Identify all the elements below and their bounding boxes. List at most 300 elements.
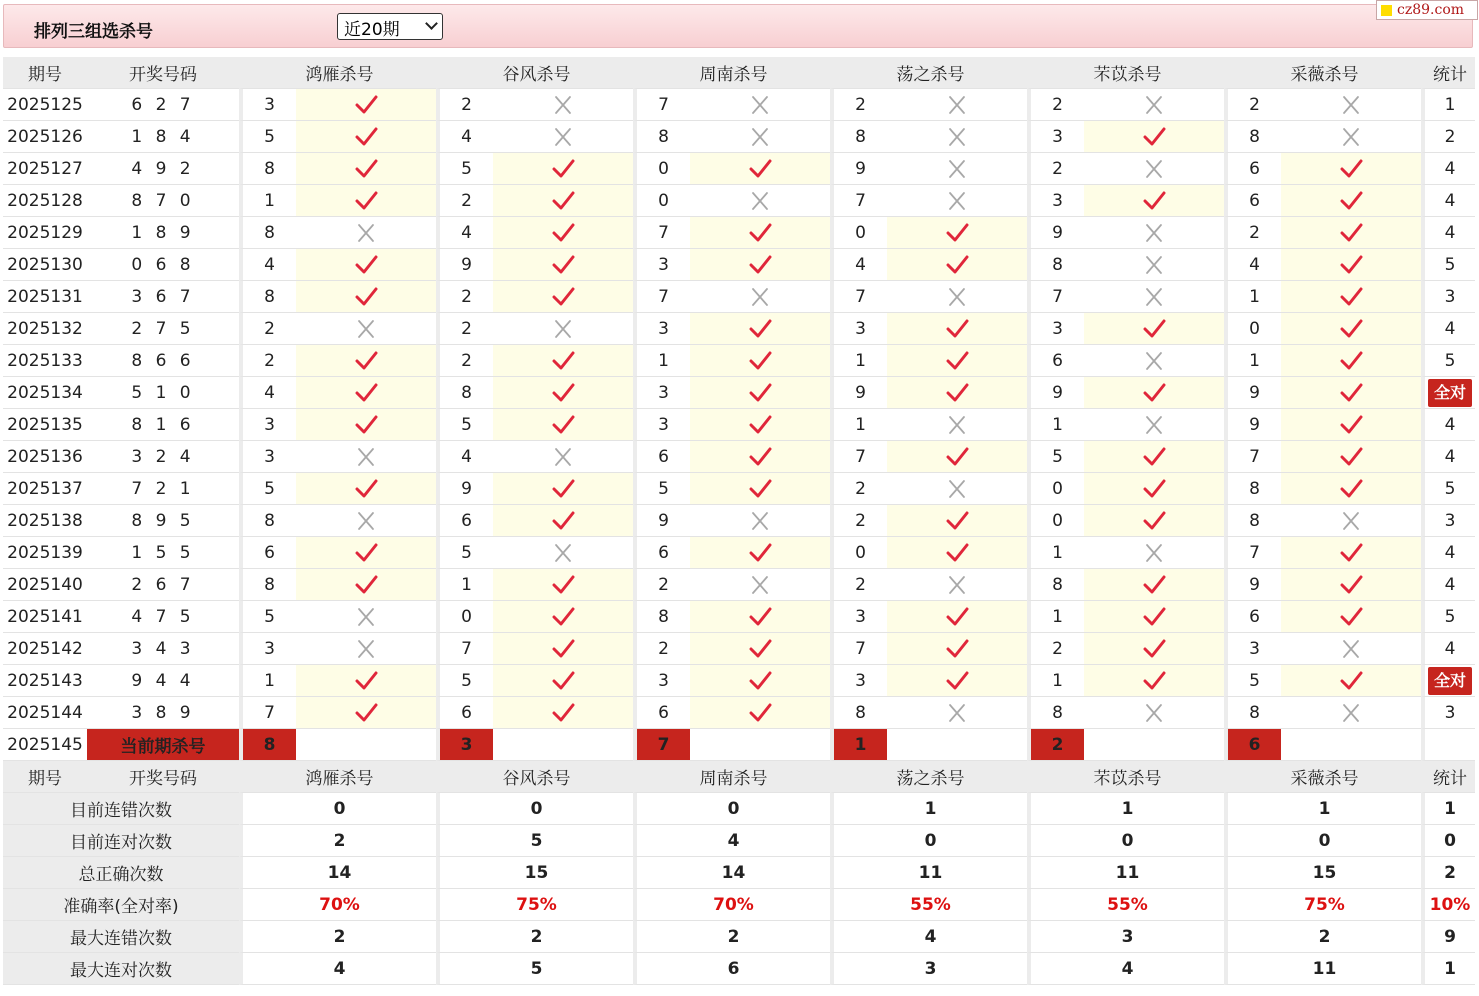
- period-select-value: 近20期: [344, 20, 400, 40]
- result-cell: [296, 697, 436, 729]
- result-cell: [690, 217, 830, 249]
- summary-value: 1: [1027, 793, 1224, 825]
- result-cell: [296, 505, 436, 537]
- result-cell: [1084, 441, 1224, 473]
- col-draw: 开奖号码: [87, 761, 239, 793]
- col-expert: 采薇杀号: [1224, 761, 1421, 793]
- kill-number-cell: 1: [239, 185, 296, 217]
- table-row: [3, 249, 1475, 281]
- cross-icon: [945, 414, 969, 436]
- summary-label: 目前连对次数: [3, 825, 239, 857]
- kill-number-cell: 7: [633, 217, 690, 249]
- cross-icon: [354, 510, 378, 532]
- header-row: [3, 761, 1475, 793]
- draw-number-cell: 1 5 5: [87, 537, 239, 569]
- current-stat-cell: [1421, 729, 1475, 761]
- summary-stat-value: 0: [1421, 825, 1475, 857]
- kill-number-cell: 8: [1224, 505, 1281, 537]
- kill-number-cell: 5: [436, 153, 493, 185]
- kill-number-cell: 3: [830, 665, 887, 697]
- result-cell: [493, 665, 633, 697]
- stat-value: 3: [1444, 286, 1456, 307]
- kill-number-cell: 3: [1027, 121, 1084, 153]
- result-cell: [296, 217, 436, 249]
- check-icon: [551, 350, 575, 372]
- kill-number-cell: 8: [830, 121, 887, 153]
- check-icon: [551, 254, 575, 276]
- summary-value: 0: [1027, 825, 1224, 857]
- kill-number-cell: 7: [1224, 537, 1281, 569]
- table-row: [3, 377, 1475, 409]
- check-icon: [748, 222, 772, 244]
- cross-icon: [1142, 222, 1166, 244]
- kill-number-cell: 3: [830, 601, 887, 633]
- kill-number-cell: 5: [436, 537, 493, 569]
- kill-number-cell: 0: [1224, 313, 1281, 345]
- cross-icon: [551, 318, 575, 340]
- current-empty-cell: [296, 729, 436, 761]
- check-icon: [354, 670, 378, 692]
- kill-number-cell: 0: [830, 217, 887, 249]
- summary-value: 6: [633, 953, 830, 985]
- stat-value: 4: [1444, 574, 1456, 595]
- issue-cell: 2025136: [3, 441, 87, 473]
- result-cell: [1084, 185, 1224, 217]
- result-cell: [690, 697, 830, 729]
- stat-cell: [1421, 121, 1475, 153]
- current-empty-cell: [1281, 729, 1421, 761]
- result-cell: [493, 89, 633, 121]
- draw-number-cell: 0 6 8: [87, 249, 239, 281]
- result-cell: [1084, 697, 1224, 729]
- kill-number-cell: 8: [1027, 697, 1084, 729]
- check-icon: [354, 94, 378, 116]
- cross-icon: [1142, 254, 1166, 276]
- check-icon: [551, 478, 575, 500]
- result-cell: [1084, 665, 1224, 697]
- result-cell: [1281, 409, 1421, 441]
- draw-number-cell: 1 8 9: [87, 217, 239, 249]
- result-cell: [493, 633, 633, 665]
- result-cell: [690, 537, 830, 569]
- brand-square-icon: [1381, 5, 1392, 16]
- kill-number-cell: 8: [1027, 249, 1084, 281]
- result-cell: [1281, 313, 1421, 345]
- stat-value: 5: [1444, 350, 1456, 371]
- draw-number-cell: 1 8 4: [87, 121, 239, 153]
- issue-cell: 2025142: [3, 633, 87, 665]
- table-row: [3, 633, 1475, 665]
- check-icon: [945, 254, 969, 276]
- kill-number-cell: 4: [436, 441, 493, 473]
- check-icon: [354, 478, 378, 500]
- kill-number-cell: 2: [436, 89, 493, 121]
- stat-value: 4: [1444, 222, 1456, 243]
- check-icon: [1142, 126, 1166, 148]
- stat-cell: [1421, 569, 1475, 601]
- cross-icon: [1142, 350, 1166, 372]
- kill-number-cell: 9: [436, 249, 493, 281]
- check-icon: [748, 382, 772, 404]
- table-row: [3, 313, 1475, 345]
- kill-number-cell: 4: [239, 377, 296, 409]
- summary-value: 5: [436, 825, 633, 857]
- check-icon: [945, 382, 969, 404]
- summary-value: 4: [239, 953, 436, 985]
- result-cell: [493, 441, 633, 473]
- table-row: [3, 601, 1475, 633]
- summary-value: 4: [1027, 953, 1224, 985]
- stat-cell: [1421, 185, 1475, 217]
- result-cell: [1281, 601, 1421, 633]
- check-icon: [1142, 382, 1166, 404]
- check-icon: [945, 222, 969, 244]
- cross-icon: [748, 286, 772, 308]
- result-cell: [690, 505, 830, 537]
- issue-cell: 2025126: [3, 121, 87, 153]
- check-icon: [1339, 222, 1363, 244]
- result-cell: [493, 121, 633, 153]
- summary-value: 14: [633, 857, 830, 889]
- draw-number-cell: 3 6 7: [87, 281, 239, 313]
- summary-value: 2: [239, 825, 436, 857]
- table-row: [3, 409, 1475, 441]
- result-cell: [887, 473, 1027, 505]
- check-icon: [551, 286, 575, 308]
- summary-value: 11: [1027, 857, 1224, 889]
- stat-value: 4: [1444, 542, 1456, 563]
- kill-number-cell: 2: [239, 345, 296, 377]
- check-icon: [748, 414, 772, 436]
- result-cell: [493, 505, 633, 537]
- kill-number-cell: 7: [1224, 441, 1281, 473]
- result-cell: [690, 89, 830, 121]
- kill-number-cell: 6: [633, 697, 690, 729]
- kill-number-cell: 8: [830, 697, 887, 729]
- result-cell: [296, 441, 436, 473]
- result-cell: [296, 153, 436, 185]
- check-icon: [945, 670, 969, 692]
- result-cell: [690, 441, 830, 473]
- result-cell: [887, 377, 1027, 409]
- result-cell: [1084, 537, 1224, 569]
- kill-number-cell: 6: [1224, 601, 1281, 633]
- kill-number-cell: 8: [1224, 121, 1281, 153]
- cross-icon: [748, 94, 772, 116]
- result-cell: [887, 601, 1027, 633]
- kill-number-cell: 4: [239, 249, 296, 281]
- kill-number-cell: 6: [436, 505, 493, 537]
- result-cell: [296, 89, 436, 121]
- result-cell: [1281, 665, 1421, 697]
- stat-cell: [1421, 281, 1475, 313]
- check-icon: [945, 638, 969, 660]
- check-icon: [1142, 574, 1166, 596]
- stat-cell: [1421, 697, 1475, 729]
- summary-value: 11: [1224, 953, 1421, 985]
- check-icon: [551, 414, 575, 436]
- kill-number-cell: 2: [1224, 89, 1281, 121]
- issue-cell: 2025127: [3, 153, 87, 185]
- cross-icon: [945, 574, 969, 596]
- table-row: [3, 697, 1475, 729]
- result-cell: [887, 537, 1027, 569]
- result-cell: [296, 313, 436, 345]
- kill-number-cell: 7: [830, 281, 887, 313]
- cross-icon: [945, 94, 969, 116]
- kill-number-cell: 8: [1027, 569, 1084, 601]
- issue-cell: 2025128: [3, 185, 87, 217]
- kill-number-cell: 6: [1224, 185, 1281, 217]
- issue-cell: 2025144: [3, 697, 87, 729]
- draw-number-cell: 4 9 2: [87, 153, 239, 185]
- check-icon: [551, 158, 575, 180]
- stat-value: 4: [1444, 414, 1456, 435]
- cross-icon: [354, 222, 378, 244]
- check-icon: [748, 542, 772, 564]
- result-cell: [887, 153, 1027, 185]
- check-icon: [945, 318, 969, 340]
- kill-number-cell: 5: [239, 473, 296, 505]
- summary-row: [3, 857, 1475, 889]
- summary-value: 3: [830, 953, 1027, 985]
- summary-value: 4: [633, 825, 830, 857]
- kill-number-cell: 3: [239, 409, 296, 441]
- draw-number-cell: 3 2 4: [87, 441, 239, 473]
- kill-number-cell: 7: [633, 89, 690, 121]
- stat-value: 1: [1444, 94, 1456, 115]
- result-cell: [1084, 473, 1224, 505]
- current-kill-number: 3: [436, 729, 493, 761]
- result-cell: [690, 473, 830, 505]
- result-cell: [887, 345, 1027, 377]
- kill-number-cell: 7: [1027, 281, 1084, 313]
- result-cell: [690, 569, 830, 601]
- result-cell: [493, 569, 633, 601]
- stat-cell: [1421, 473, 1475, 505]
- table-row: [3, 537, 1475, 569]
- check-icon: [748, 318, 772, 340]
- check-icon: [1142, 318, 1166, 340]
- result-cell: [493, 473, 633, 505]
- result-cell: [296, 281, 436, 313]
- summary-value: 0: [436, 793, 633, 825]
- cross-icon: [1142, 414, 1166, 436]
- issue-cell: 2025133: [3, 345, 87, 377]
- kill-number-cell: 2: [1027, 153, 1084, 185]
- result-cell: [1084, 409, 1224, 441]
- kill-number-table: [3, 57, 1475, 985]
- kill-number-cell: 0: [633, 185, 690, 217]
- result-cell: [296, 409, 436, 441]
- summary-value: 11: [830, 857, 1027, 889]
- summary-value: 75%: [1224, 889, 1421, 921]
- kill-number-cell: 3: [239, 633, 296, 665]
- cross-icon: [1339, 510, 1363, 532]
- kill-number-cell: 3: [633, 249, 690, 281]
- top-bar: [3, 4, 1473, 48]
- kill-number-cell: 4: [436, 217, 493, 249]
- check-icon: [748, 702, 772, 724]
- result-cell: [887, 217, 1027, 249]
- kill-number-cell: 2: [436, 345, 493, 377]
- result-cell: [887, 313, 1027, 345]
- summary-value: 1: [1224, 793, 1421, 825]
- col-expert: 周南杀号: [633, 761, 830, 793]
- kill-number-cell: 2: [1027, 633, 1084, 665]
- col-stat: 统计: [1421, 761, 1475, 793]
- result-cell: [1084, 89, 1224, 121]
- check-icon: [748, 670, 772, 692]
- check-icon: [1339, 574, 1363, 596]
- kill-number-cell: 0: [1027, 505, 1084, 537]
- stat-value: 4: [1444, 158, 1456, 179]
- table-row: [3, 89, 1475, 121]
- result-cell: [493, 697, 633, 729]
- result-cell: [1281, 281, 1421, 313]
- summary-stat-value: 10%: [1421, 889, 1475, 921]
- check-icon: [1339, 190, 1363, 212]
- cross-icon: [945, 158, 969, 180]
- kill-number-cell: 6: [436, 697, 493, 729]
- summary-value: 55%: [1027, 889, 1224, 921]
- kill-number-cell: 9: [1027, 377, 1084, 409]
- result-cell: [1084, 281, 1224, 313]
- check-icon: [551, 510, 575, 532]
- result-cell: [1281, 505, 1421, 537]
- result-cell: [690, 601, 830, 633]
- col-stat: 统计: [1421, 57, 1475, 89]
- result-cell: [887, 569, 1027, 601]
- result-cell: [887, 281, 1027, 313]
- result-cell: [887, 697, 1027, 729]
- result-cell: [296, 473, 436, 505]
- current-empty-cell: [690, 729, 830, 761]
- stat-value: 3: [1444, 702, 1456, 723]
- period-select[interactable]: [337, 13, 443, 40]
- col-expert: 谷风杀号: [436, 57, 633, 89]
- result-cell: [1281, 473, 1421, 505]
- check-icon: [945, 542, 969, 564]
- cross-icon: [1142, 702, 1166, 724]
- table-row: [3, 345, 1475, 377]
- kill-number-cell: 8: [239, 569, 296, 601]
- summary-stat-value: 1: [1421, 793, 1475, 825]
- result-cell: [1084, 601, 1224, 633]
- issue-cell: 2025140: [3, 569, 87, 601]
- check-icon: [354, 414, 378, 436]
- summary-value: 4: [830, 921, 1027, 953]
- check-icon: [1339, 286, 1363, 308]
- summary-value: 2: [633, 921, 830, 953]
- summary-value: 70%: [633, 889, 830, 921]
- kill-number-cell: 7: [830, 441, 887, 473]
- result-cell: [1281, 377, 1421, 409]
- stat-value: 4: [1444, 318, 1456, 339]
- kill-number-cell: 2: [830, 569, 887, 601]
- header-row: [3, 57, 1475, 89]
- check-icon: [1142, 510, 1166, 532]
- col-draw: 开奖号码: [87, 57, 239, 89]
- kill-number-cell: 2: [830, 89, 887, 121]
- col-expert: 荡之杀号: [830, 761, 1027, 793]
- summary-label: 准确率(全对率): [3, 889, 239, 921]
- check-icon: [354, 542, 378, 564]
- issue-cell: 2025139: [3, 537, 87, 569]
- summary-value: 1: [830, 793, 1027, 825]
- kill-number-cell: 7: [633, 281, 690, 313]
- check-icon: [1339, 606, 1363, 628]
- cross-icon: [551, 542, 575, 564]
- check-icon: [354, 190, 378, 212]
- kill-number-cell: 2: [1027, 89, 1084, 121]
- kill-number-cell: 5: [436, 665, 493, 697]
- kill-number-cell: 3: [633, 409, 690, 441]
- stat-value: 4: [1444, 638, 1456, 659]
- check-icon: [1339, 382, 1363, 404]
- result-cell: [296, 665, 436, 697]
- cross-icon: [1339, 94, 1363, 116]
- col-expert: 鸿雁杀号: [239, 57, 436, 89]
- kill-number-cell: 2: [436, 185, 493, 217]
- result-cell: [296, 377, 436, 409]
- chevron-down-icon: [425, 17, 438, 30]
- result-cell: [690, 153, 830, 185]
- kill-number-cell: 0: [830, 537, 887, 569]
- col-issue: 期号: [3, 57, 87, 89]
- result-cell: [493, 345, 633, 377]
- draw-number-cell: 8 9 5: [87, 505, 239, 537]
- current-kill-number: 2: [1027, 729, 1084, 761]
- draw-number-cell: 7 2 1: [87, 473, 239, 505]
- result-cell: [887, 441, 1027, 473]
- check-icon: [1339, 318, 1363, 340]
- kill-number-cell: 0: [1027, 473, 1084, 505]
- result-cell: [690, 313, 830, 345]
- result-cell: [493, 281, 633, 313]
- result-cell: [1084, 569, 1224, 601]
- result-cell: [493, 153, 633, 185]
- table-row: [3, 121, 1475, 153]
- result-cell: [887, 89, 1027, 121]
- kill-number-cell: 1: [830, 409, 887, 441]
- table-row: [3, 217, 1475, 249]
- result-cell: [296, 121, 436, 153]
- stat-cell: [1421, 633, 1475, 665]
- current-kill-number: 8: [239, 729, 296, 761]
- result-cell: [493, 217, 633, 249]
- summary-row: [3, 889, 1475, 921]
- kill-number-cell: 7: [436, 633, 493, 665]
- kill-number-cell: 6: [633, 537, 690, 569]
- check-icon: [354, 286, 378, 308]
- check-icon: [1142, 638, 1166, 660]
- stat-cell: [1421, 345, 1475, 377]
- result-cell: [887, 249, 1027, 281]
- check-icon: [748, 606, 772, 628]
- check-icon: [945, 510, 969, 532]
- site-brand[interactable]: [1376, 0, 1478, 20]
- issue-cell: 2025135: [3, 409, 87, 441]
- kill-number-cell: 3: [633, 313, 690, 345]
- cross-icon: [748, 574, 772, 596]
- check-icon: [945, 606, 969, 628]
- kill-number-cell: 8: [1224, 473, 1281, 505]
- summary-stat-value: 9: [1421, 921, 1475, 953]
- col-expert: 周南杀号: [633, 57, 830, 89]
- col-expert: 芣苡杀号: [1027, 761, 1224, 793]
- all-correct-badge: 全对: [1428, 379, 1472, 407]
